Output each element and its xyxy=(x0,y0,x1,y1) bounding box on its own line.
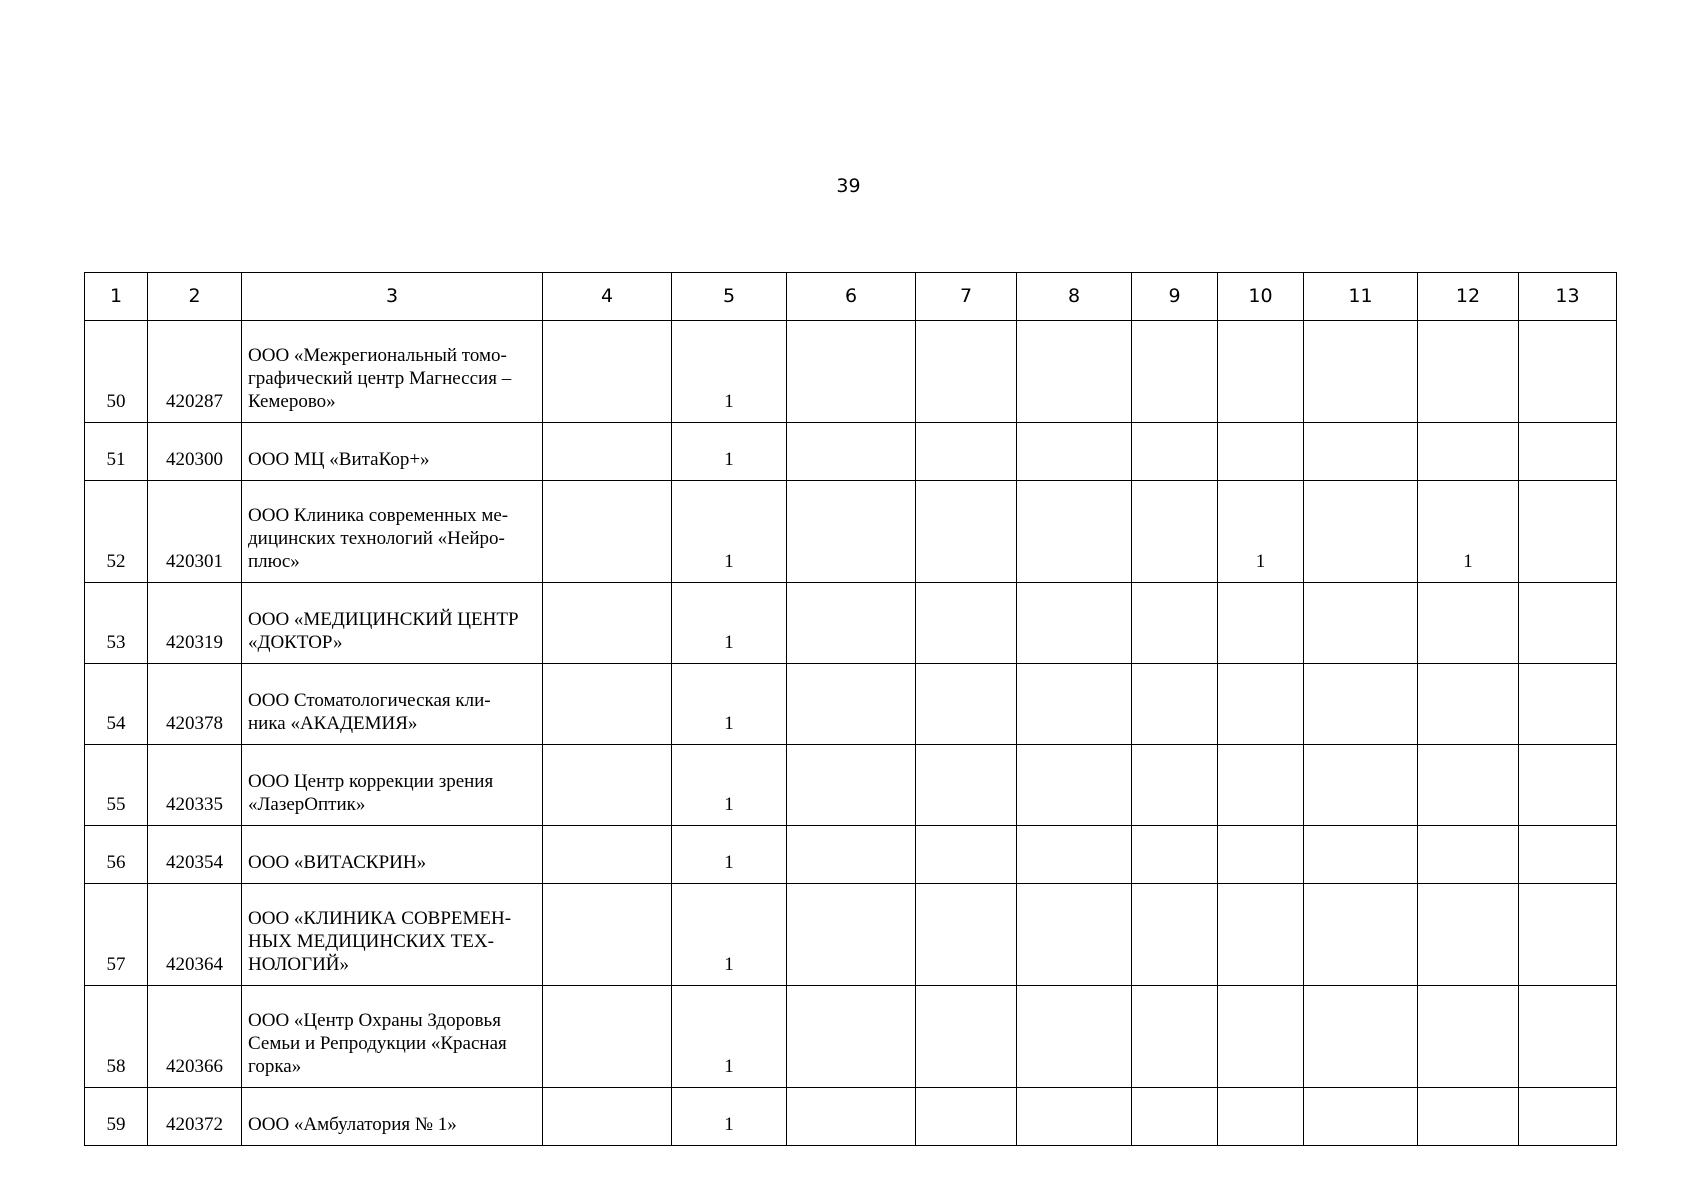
table-cell xyxy=(1418,321,1519,423)
table-cell xyxy=(1304,826,1418,884)
table-cell xyxy=(1218,664,1304,745)
table-cell xyxy=(1304,1088,1418,1146)
table-cell xyxy=(787,423,916,481)
table-cell: 1 xyxy=(672,423,787,481)
table-cell: 1 xyxy=(672,826,787,884)
row-number: 54 xyxy=(85,664,148,745)
table-cell xyxy=(1218,745,1304,826)
table-cell xyxy=(543,745,672,826)
table-cell xyxy=(1017,481,1132,583)
table-cell xyxy=(1132,884,1218,986)
table-cell xyxy=(1304,986,1418,1088)
table-cell xyxy=(1519,664,1617,745)
table-cell xyxy=(1519,826,1617,884)
table-row xyxy=(85,826,1617,884)
table-cell: 1 xyxy=(1218,481,1304,583)
data-table xyxy=(84,272,1617,1146)
column-header: 9 xyxy=(1132,273,1218,321)
column-header: 11 xyxy=(1304,273,1418,321)
table-row xyxy=(85,745,1617,826)
table-cell xyxy=(543,664,672,745)
table-row xyxy=(85,884,1617,986)
table-cell xyxy=(1017,826,1132,884)
table-cell xyxy=(1519,481,1617,583)
table-cell xyxy=(1132,986,1218,1088)
table-cell xyxy=(1218,986,1304,1088)
table-cell xyxy=(1519,1088,1617,1146)
table-cell xyxy=(787,1088,916,1146)
table-cell xyxy=(916,1088,1017,1146)
table-row xyxy=(85,1088,1617,1146)
org-name: ООО Клиника современных ме- дицинских технологий «Нейро- плюс» xyxy=(242,481,543,583)
table-cell xyxy=(1519,884,1617,986)
table-cell xyxy=(1218,583,1304,664)
org-name: ООО «Центр Охраны Здоровья Семьи и Репродукции «Красная горка» xyxy=(242,986,543,1088)
column-header: 1 xyxy=(85,273,148,321)
table-cell xyxy=(1132,423,1218,481)
table-cell xyxy=(787,745,916,826)
table-cell xyxy=(1304,664,1418,745)
table-cell xyxy=(1132,664,1218,745)
org-code: 420366 xyxy=(148,986,242,1088)
table-cell xyxy=(916,321,1017,423)
column-header: 8 xyxy=(1017,273,1132,321)
table-cell xyxy=(1132,826,1218,884)
org-code: 420300 xyxy=(148,423,242,481)
table-cell xyxy=(1218,423,1304,481)
table-cell: 1 xyxy=(672,481,787,583)
table-cell xyxy=(1304,321,1418,423)
row-number: 52 xyxy=(85,481,148,583)
table-row xyxy=(85,423,1617,481)
table-cell xyxy=(543,986,672,1088)
row-number: 57 xyxy=(85,884,148,986)
table-cell xyxy=(1304,745,1418,826)
table-cell xyxy=(1017,986,1132,1088)
table-cell xyxy=(1519,986,1617,1088)
table-cell xyxy=(543,1088,672,1146)
table-cell: 1 xyxy=(1418,481,1519,583)
table-cell xyxy=(1418,664,1519,745)
table-cell xyxy=(1132,1088,1218,1146)
org-name: ООО Центр коррекции зрения «ЛазерОптик» xyxy=(242,745,543,826)
org-code: 420319 xyxy=(148,583,242,664)
table-cell xyxy=(1418,583,1519,664)
page-number: 39 xyxy=(836,175,861,197)
table-cell xyxy=(1519,321,1617,423)
table-cell xyxy=(916,986,1017,1088)
row-number: 56 xyxy=(85,826,148,884)
table-row xyxy=(85,481,1617,583)
column-header: 13 xyxy=(1519,273,1617,321)
table-cell xyxy=(1017,423,1132,481)
table-cell: 1 xyxy=(672,664,787,745)
table-cell xyxy=(916,664,1017,745)
table-cell xyxy=(787,321,916,423)
column-header: 4 xyxy=(543,273,672,321)
org-name: ООО МЦ «ВитаКор+» xyxy=(242,423,543,481)
org-code: 420301 xyxy=(148,481,242,583)
table-row xyxy=(85,321,1617,423)
org-name: ООО «МЕДИЦИНСКИЙ ЦЕНТР «ДОКТОР» xyxy=(242,583,543,664)
row-number: 53 xyxy=(85,583,148,664)
column-header: 2 xyxy=(148,273,242,321)
table-cell xyxy=(1132,321,1218,423)
table-cell xyxy=(1017,1088,1132,1146)
org-name: ООО «ВИТАСКРИН» xyxy=(242,826,543,884)
table-row xyxy=(85,986,1617,1088)
table-cell xyxy=(543,884,672,986)
table-cell xyxy=(1519,745,1617,826)
row-number: 58 xyxy=(85,986,148,1088)
table-cell xyxy=(1017,884,1132,986)
table-cell xyxy=(1418,884,1519,986)
table-cell xyxy=(1132,583,1218,664)
table-cell xyxy=(1218,884,1304,986)
org-code: 420378 xyxy=(148,664,242,745)
table-cell xyxy=(1418,745,1519,826)
table-row xyxy=(85,583,1617,664)
table-cell xyxy=(787,884,916,986)
table-cell: 1 xyxy=(672,884,787,986)
org-code: 420287 xyxy=(148,321,242,423)
table-cell xyxy=(543,583,672,664)
column-header: 10 xyxy=(1218,273,1304,321)
row-number: 59 xyxy=(85,1088,148,1146)
table-row xyxy=(85,664,1617,745)
table-cell xyxy=(787,986,916,1088)
org-code: 420364 xyxy=(148,884,242,986)
table-cell xyxy=(1017,664,1132,745)
table-cell xyxy=(1218,826,1304,884)
row-number: 51 xyxy=(85,423,148,481)
row-number: 55 xyxy=(85,745,148,826)
table-cell xyxy=(543,826,672,884)
column-header: 7 xyxy=(916,273,1017,321)
org-code: 420354 xyxy=(148,826,242,884)
table-cell: 1 xyxy=(672,986,787,1088)
table-cell xyxy=(1304,884,1418,986)
table-cell xyxy=(1304,481,1418,583)
table-cell xyxy=(1017,583,1132,664)
table-cell xyxy=(1418,423,1519,481)
row-number: 50 xyxy=(85,321,148,423)
table-cell: 1 xyxy=(672,321,787,423)
table-cell xyxy=(1017,745,1132,826)
table-cell xyxy=(543,321,672,423)
table-cell xyxy=(916,884,1017,986)
table-cell xyxy=(916,583,1017,664)
table-cell xyxy=(1418,1088,1519,1146)
table-cell xyxy=(916,745,1017,826)
table-cell xyxy=(787,481,916,583)
org-name: ООО «Межрегиональный томо- графический центр Магнессия – Кемерово» xyxy=(242,321,543,423)
column-header: 5 xyxy=(672,273,787,321)
column-header: 12 xyxy=(1418,273,1519,321)
table-cell: 1 xyxy=(672,1088,787,1146)
table-cell xyxy=(1218,321,1304,423)
table-cell xyxy=(1218,1088,1304,1146)
org-code: 420372 xyxy=(148,1088,242,1146)
table-cell xyxy=(1418,986,1519,1088)
table-cell xyxy=(787,583,916,664)
column-header: 6 xyxy=(787,273,916,321)
table-cell xyxy=(543,481,672,583)
table-cell xyxy=(543,423,672,481)
table-cell xyxy=(916,423,1017,481)
table-cell xyxy=(1132,745,1218,826)
org-name: ООО «Амбулатория № 1» xyxy=(242,1088,543,1146)
table-cell xyxy=(1519,423,1617,481)
header-row xyxy=(85,273,1617,321)
org-name: ООО «КЛИНИКА СОВРЕМЕН- НЫХ МЕДИЦИНСКИХ ТЕХ- НОЛОГИЙ» xyxy=(242,884,543,986)
table-cell: 1 xyxy=(672,583,787,664)
table-cell xyxy=(1304,423,1418,481)
table-cell xyxy=(787,826,916,884)
table-cell xyxy=(916,481,1017,583)
column-header: 3 xyxy=(242,273,543,321)
table-cell xyxy=(916,826,1017,884)
org-name: ООО Стоматологическая кли- ника «АКАДЕМИЯ» xyxy=(242,664,543,745)
table-cell: 1 xyxy=(672,745,787,826)
table-cell xyxy=(1017,321,1132,423)
table-cell xyxy=(1418,826,1519,884)
org-code: 420335 xyxy=(148,745,242,826)
table-cell xyxy=(787,664,916,745)
table-cell xyxy=(1519,583,1617,664)
table-cell xyxy=(1132,481,1218,583)
table-cell xyxy=(1304,583,1418,664)
